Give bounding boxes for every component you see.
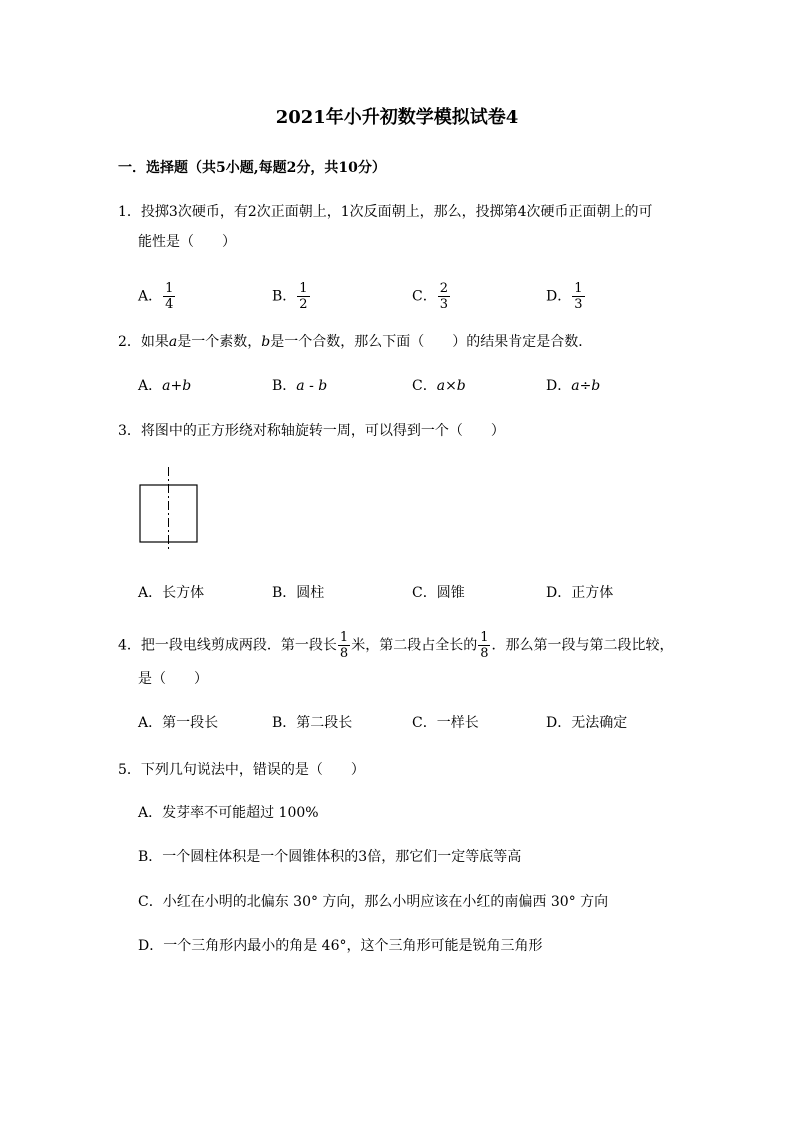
q4-option-a[interactable]: A．第一段长 [138,715,219,731]
q1-option-c[interactable]: C． $\frac{2}{3}$ [412,281,448,312]
question-5-stem: 5．下列几句说法中，错误的是（ ） [118,762,365,778]
fraction: $\frac{1}{3}$ [574,281,583,312]
q3-option-c[interactable]: C．圆锥 [412,585,465,601]
question-1-stem-cont: 能性是（ ） [138,234,236,250]
exam-title: 2021年小升初数学模拟试卷4 [275,107,519,128]
q2-option-c[interactable]: C．a×b [412,378,466,394]
question-4-stem-cont: 是（ ） [138,671,208,687]
fraction: $\frac{1}{8}$ [339,630,349,661]
q5-option-b[interactable]: B．一个圆柱体积是一个圆锥体积的3倍，那它们一定等底等高 [138,849,522,865]
square-with-axis-figure [134,464,206,556]
q5-option-c[interactable]: C．小红在小明的北偏东 30° 方向，那么小明应该在小红的南偏西 30° 方向 [138,894,609,910]
variable-a: a [168,334,178,350]
q2-option-b[interactable]: B．a - b [272,378,328,394]
q4-option-b[interactable]: B．第二段长 [272,715,353,731]
fraction: $\frac{1}{8}$ [480,630,489,661]
question-2-stem: 2．如果a是一个素数，b是一个合数，那么下面（ ）的结果肯定是合数． [118,334,593,350]
q5-option-d[interactable]: D．一个三角形内最小的角是 46°，这个三角形可能是锐角三角形 [138,938,543,954]
q2-option-d[interactable]: D．a÷b [546,378,601,394]
q5-option-a[interactable]: A．发芽率不可能超过 100% [138,805,319,821]
question-4-stem: 4．把一段电线剪成两段．第一段长 $\frac{1}{8}$ 米，第二段占全长的 $\frac{1}{8}$ ．那么第一段与第二段比较， [118,630,674,661]
q3-option-b[interactable]: B．圆柱 [272,585,325,601]
q1-option-a[interactable]: A． $\frac{1}{4}$ [138,281,174,312]
q3-option-d[interactable]: D．正方体 [546,585,614,601]
fraction: $\frac{1}{4}$ [165,281,174,312]
fraction: $\frac{2}{3}$ [439,281,448,312]
section-heading: 一．选择题（共5小题,每题2分，共10分） [118,160,386,176]
q2-option-a[interactable]: A．a+b [138,378,192,394]
q1-option-b[interactable]: B． $\frac{1}{2}$ [272,281,308,312]
variable-b: b [261,334,271,350]
fraction: $\frac{1}{2}$ [299,281,308,312]
question-1-stem: 1．投掷3次硬币，有2次正面朝上，1次反面朝上，那么，投掷第4次硬币正面朝上的可 [118,204,653,220]
q4-option-d[interactable]: D．无法确定 [546,715,628,731]
question-3-stem: 3．将图中的正方形绕对称轴旋转一周，可以得到一个（ ） [118,423,505,439]
q3-option-a[interactable]: A．长方体 [138,585,205,601]
q4-option-c[interactable]: C．一样长 [412,715,479,731]
q1-option-d[interactable]: D． $\frac{1}{3}$ [546,281,583,312]
